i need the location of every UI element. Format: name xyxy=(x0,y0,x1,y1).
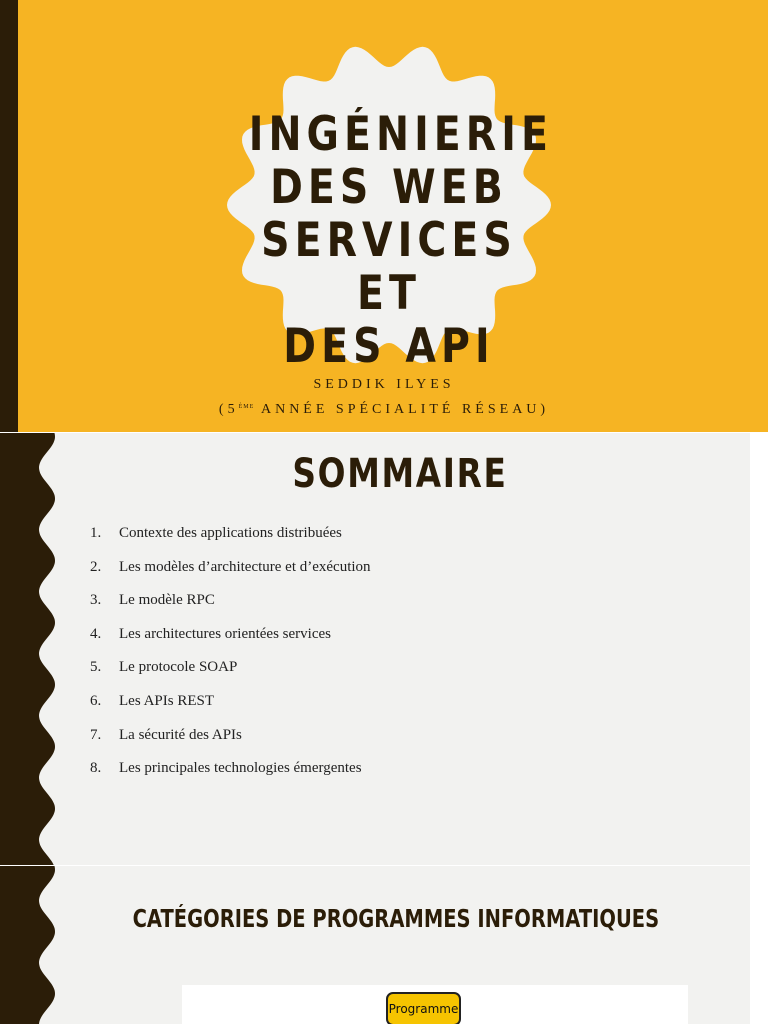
list-item xyxy=(90,522,371,556)
program-node: Programme xyxy=(386,992,461,1024)
item-number: 1. xyxy=(90,525,102,541)
author-name: SEDDIK ILYES xyxy=(313,377,455,392)
item-label: Les principales technologies émergentes xyxy=(119,760,362,777)
item-label: Contexte des applications distribuées xyxy=(119,525,342,541)
title-slide xyxy=(0,0,768,432)
summary-list xyxy=(90,522,371,791)
role-suffix: ANNÉE SPÉCIALITÉ RÉSEAU) xyxy=(254,402,550,417)
item-number: 5. xyxy=(90,659,102,676)
summary-heading: SOMMAIRE xyxy=(292,451,508,497)
item-label: Les modèles d’architecture et d’exécution xyxy=(119,558,371,575)
program-diagram xyxy=(182,985,688,1024)
role-superscript: ème xyxy=(238,400,255,410)
presentation-title: INGÉNIERIE DES WEB SERVICES ET DES API xyxy=(248,107,553,374)
list-item xyxy=(90,656,371,690)
categories-heading: CATÉGORIES DE PROGRAMMES INFORMATIQUES xyxy=(132,904,660,933)
item-number: 4. xyxy=(90,625,102,642)
wavy-left-border xyxy=(0,866,60,1024)
item-label: Le modèle RPC xyxy=(119,592,215,609)
item-number: 8. xyxy=(90,760,102,777)
list-item xyxy=(90,589,371,623)
list-item xyxy=(90,690,371,724)
item-label: Les APIs REST xyxy=(119,692,215,709)
role-prefix: (5 xyxy=(218,402,239,417)
list-item xyxy=(90,556,371,590)
item-number: 6. xyxy=(90,692,102,709)
list-item xyxy=(90,623,371,657)
item-label: Le protocole SOAP xyxy=(119,659,238,676)
list-item xyxy=(90,757,371,791)
item-number: 7. xyxy=(90,726,102,743)
item-label: Les architectures orientées services xyxy=(119,625,331,642)
item-label: La sécurité des APIs xyxy=(119,726,242,743)
item-number: 2. xyxy=(90,558,102,575)
list-item xyxy=(90,724,371,758)
item-number: 3. xyxy=(90,592,102,609)
summary-slide xyxy=(0,433,768,865)
author-role xyxy=(0,400,768,418)
wavy-left-border xyxy=(0,433,60,865)
categories-slide xyxy=(0,866,768,1024)
left-dark-strip xyxy=(0,0,18,432)
